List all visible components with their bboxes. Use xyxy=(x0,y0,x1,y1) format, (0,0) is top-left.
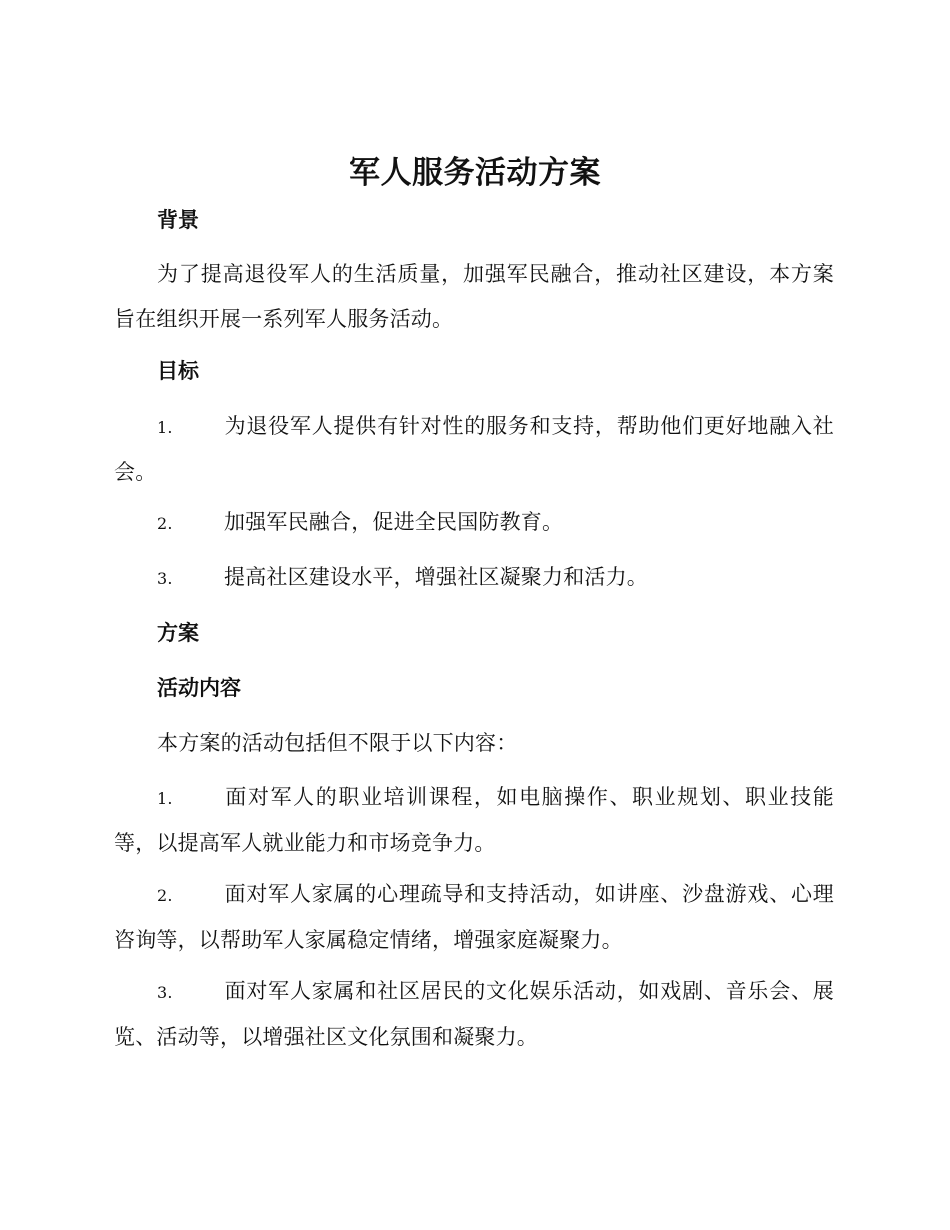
list-text: 面对军人家属和社区居民的文化娱乐活动，如戏剧、音乐会、展览、活动等，以增强社区文化氛围和凝聚力。 xyxy=(114,979,834,1049)
list-item-content-3 xyxy=(114,969,834,1060)
heading-content: 活动内容 xyxy=(157,676,241,700)
heading-goals: 目标 xyxy=(157,359,199,383)
list-number: 1. xyxy=(157,789,173,808)
list-item-goal-3 xyxy=(114,555,834,601)
paragraph-content-intro: 本方案的活动包括但不限于以下内容： xyxy=(157,731,518,755)
document-title: 军人服务活动方案 xyxy=(349,155,601,191)
list-item-content-1 xyxy=(114,775,834,866)
heading-plan: 方案 xyxy=(157,621,199,645)
list-number: 2. xyxy=(157,514,173,533)
paragraph-background: 为了提高退役军人的生活质量，加强军民融合，推动社区建设，本方案旨在组织开展一系列军人服务活动。 xyxy=(114,262,834,331)
list-text: 面对军人家属的心理疏导和支持活动，如讲座、沙盘游戏、心理咨询等，以帮助军人家属稳定情绪，增强家庭凝聚力。 xyxy=(114,882,834,952)
list-text: 加强军民融合，促进全民国防教育。 xyxy=(224,510,564,534)
list-text: 面对军人的职业培训课程，如电脑操作、职业规划、职业技能等，以提高军人就业能力和市场竞争力。 xyxy=(114,785,834,855)
list-number: 2. xyxy=(157,886,173,905)
list-item-goal-2 xyxy=(114,500,834,546)
list-number: 1. xyxy=(157,418,173,437)
list-item-goal-1 xyxy=(114,404,834,495)
list-item-content-2 xyxy=(114,872,834,963)
list-number: 3. xyxy=(157,983,173,1002)
list-number: 3. xyxy=(157,569,173,588)
list-text: 为退役军人提供有针对性的服务和支持，帮助他们更好地融入社会。 xyxy=(114,414,834,484)
heading-background: 背景 xyxy=(157,208,199,232)
list-text: 提高社区建设水平，增强社区凝聚力和活力。 xyxy=(224,565,648,589)
